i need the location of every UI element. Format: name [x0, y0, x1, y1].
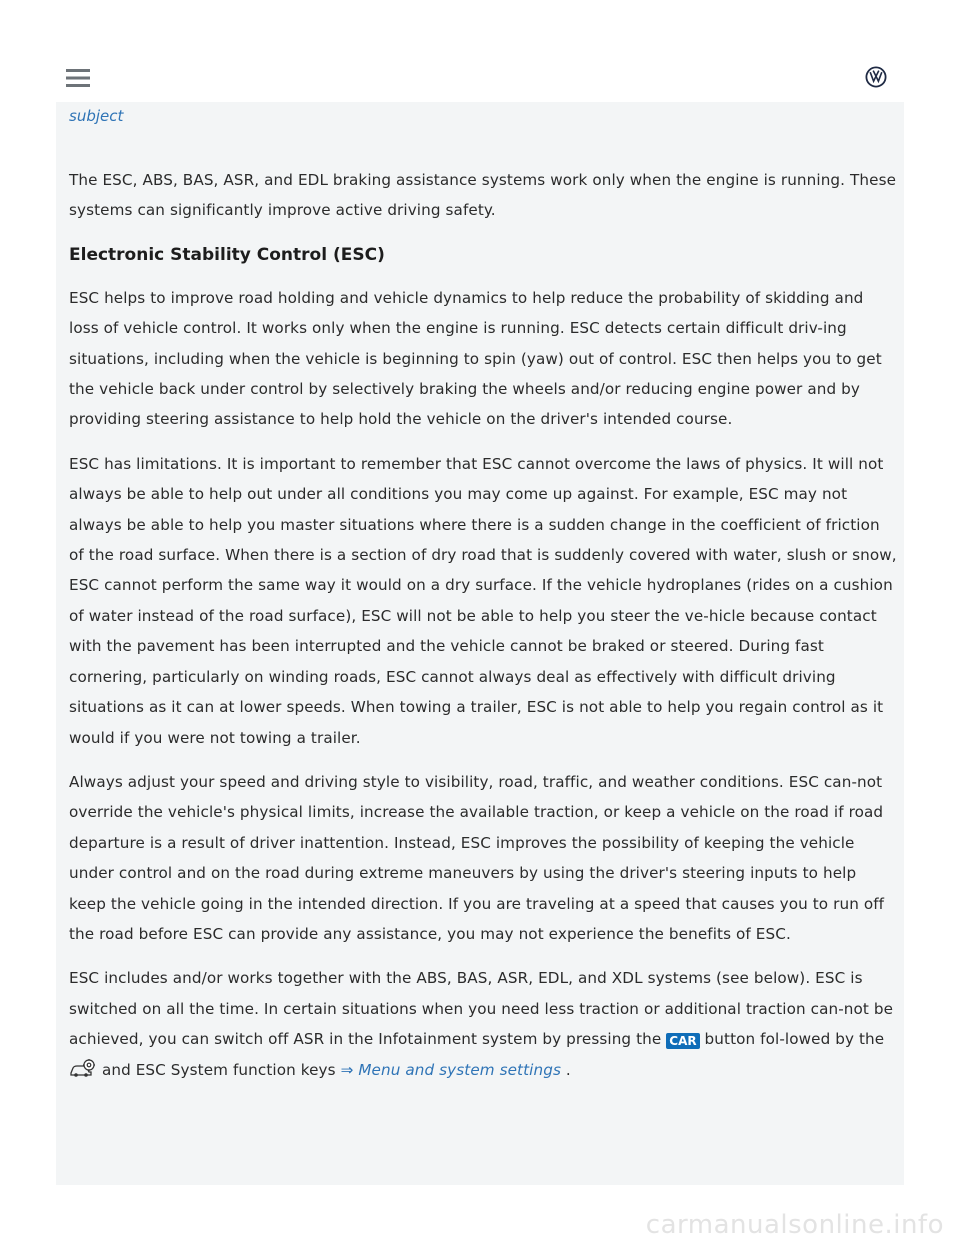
hamburger-menu-icon[interactable]: [66, 68, 90, 88]
esc-paragraph-1: ESC helps to improve road holding and vehicle dynamics to help reduce the probability of skidding and loss of vehicle control. It works only when the engine is running. ESC detects certain difficult driv-ing situations, including when the vehicle is beginning to spin (yaw) out of control. ESC then helps you to get the vehicle back under control by selectively braking the wheels and/or reducing engine power and by providing steering assistance to help hold the vehicle on the driver's intended course.: [69, 288, 882, 429]
esc-paragraph-2: ESC has limitations. It is important to remember that ESC cannot overcome the laws of physics. It will not always be able to help out under all conditions you may come up against. For example, ESC may not always be able to help you master situations where there is a sudden change in the coefficient of friction of the road surface. When there is a section of dry road that is suddenly covered with water, slush or snow, ESC cannot perform the same way it would on a dry surface. If the vehicle hydroplanes (rides on a cushion of water instead of the road surface), ESC will not be able to help you steer the ve-hicle because contact with the pavement has been interrupted and the vehicle cannot be braked or steered. During fast cornering, particularly on winding roads, ESC cannot always deal as effectively with difficult driving situations as it can at lower speeds. When towing a trailer, ESC is not able to help you regain control as it would if you were not towing a trailer.: [69, 454, 897, 747]
paragraph-text: ESC includes and/or works together with the ABS, BAS, ASR, EDL, and XDL systems (see below). ESC is switched on all the time. In certain situations when you need less traction or additional traction can-not be achieved, you can switch off ASR in the Infotainment system by pressing the: [69, 969, 894, 1049]
esc-paragraph-4: [69, 963, 897, 1085]
menu-system-settings-link[interactable]: ⇒ Menu and system settings: [340, 1060, 561, 1079]
top-bar: [56, 52, 904, 103]
car-button-icon: CAR: [666, 1033, 699, 1049]
section-heading: Electronic Stability Control (ESC): [69, 244, 385, 265]
content-panel: [56, 102, 904, 1185]
paragraph-end: .: [565, 1060, 571, 1079]
paragraph-text: and ESC System function keys: [101, 1060, 336, 1079]
subject-link[interactable]: subject: [69, 107, 124, 125]
intro-paragraph: The ESC, ABS, BAS, ASR, and EDL braking assistance systems work only when the engine is running. These systems can significantly improve active driving safety.: [69, 171, 897, 220]
vw-logo-icon[interactable]: [865, 66, 887, 88]
article: [69, 102, 897, 1085]
paragraph-text: button fol-lowed by the: [704, 1030, 885, 1049]
esc-paragraph-3: Always adjust your speed and driving style to visibility, road, traffic, and weather conditions. ESC can-not override the vehicle's physical limits, increase the available traction, or keep a vehicle on the road if road departure is a result of driver inattention. Instead, ESC improves the possibility of keeping the vehicle under control and on the road during extreme maneuvers by using the driver's steering inputs to help keep the vehicle going in the intended direction. If you are traveling at a speed that causes you to run off the road before ESC can provide any assistance, you may not experience the benefits of ESC.: [69, 772, 885, 943]
watermark: carmanualsonline.info: [645, 1210, 944, 1240]
vehicle-settings-icon: [69, 1058, 97, 1078]
